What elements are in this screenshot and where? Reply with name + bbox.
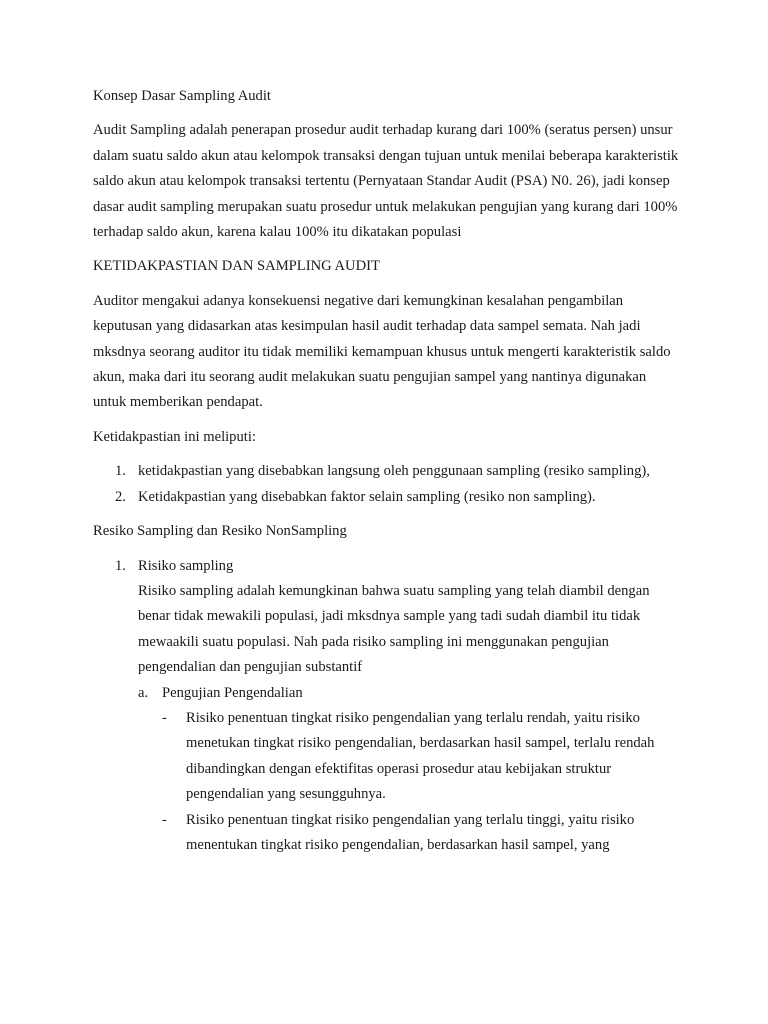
uncertainty-intro: Ketidakpastian ini meliputi: xyxy=(93,428,256,445)
list-item xyxy=(93,485,683,510)
dash-item-text: Risiko penentuan tingkat risiko pengendalian yang terlalu rendah, yaitu risiko menetukan tingkat risiko pengendalian, berdasarkan hasil sampel, terlalu rendah dibandingkan dengan efektifitas operasi prosedur atau kebijakan struktur pengendalian yang sesungguhnya. xyxy=(186,709,655,803)
list-item xyxy=(93,554,683,859)
document-page xyxy=(93,84,683,867)
risk-title: Risiko sampling xyxy=(138,557,234,574)
list-item-number: 1. xyxy=(115,463,126,480)
dash-item-text: Risiko penentuan tingkat risiko pengendalian yang terlalu tinggi, yaitu risiko menentukan tingkat risiko pengendalian, berdasarkan hasil sampel, yang xyxy=(186,811,635,853)
risk-body: Risiko sampling adalah kemungkinan bahwa suatu sampling yang telah diambil dengan benar tidak mewakili populasi, jadi mksdnya sample yang tadi sudah diambil itu tidak mewaakili suatu populasi. Nah pada risiko sampling ini menggunakan pengujian pengendalian dan pengujian substantif xyxy=(138,582,650,676)
list-item-number: 1. xyxy=(115,557,126,574)
risk-sublist xyxy=(138,681,683,859)
sublist-item-title: Pengujian Pengendalian xyxy=(162,684,303,701)
dash-item xyxy=(162,808,683,859)
document-title: Konsep Dasar Sampling Audit xyxy=(93,88,271,104)
intro-paragraph: Audit Sampling adalah penerapan prosedur audit terhadap kurang dari 100% (seratus persen) unsur dalam suatu saldo akun atau kelompok transaksi dengan tujuan untuk menilai beberapa karakteristik saldo akun atau kelompok transaksi tertentu (Pernyataan Standar Audit (PSA) N0. 26), jadi konsep dasar audit sampling merupakan suatu prosedur untuk melakukan pengujian yang kurang dari 100% terhadap saldo akun, karena kalau 100% itu dikatakan populasi xyxy=(93,122,679,241)
list-item-text: Ketidakpastian yang disebabkan faktor selain sampling (resiko non sampling). xyxy=(138,488,596,505)
list-item-text: ketidakpastian yang disebabkan langsung oleh penggunaan sampling (resiko sampling), xyxy=(138,463,650,480)
section-heading-uncertainty: KETIDAKPASTIAN DAN SAMPLING AUDIT xyxy=(93,258,380,275)
section-heading-risk: Resiko Sampling dan Resiko NonSampling xyxy=(93,523,347,540)
sublist-item-letter: a. xyxy=(138,684,149,701)
list-item xyxy=(93,459,683,484)
sublist-item xyxy=(138,681,683,859)
list-item-number: 2. xyxy=(115,488,126,505)
uncertainty-list xyxy=(93,459,683,510)
dash-list xyxy=(162,706,683,858)
dash-item xyxy=(162,706,683,808)
risk-list xyxy=(93,554,683,859)
uncertainty-paragraph: Auditor mengakui adanya konsekuensi negative dari kemungkinan kesalahan pengambilan keputusan yang didasarkan atas kesimpulan hasil audit terhadap data sampel semata. Nah jadi mksdnya seorang auditor itu tidak memiliki kemampuan khusus untuk mengerti karakteristik saldo akun, maka dari itu seorang audit melakukan suatu pengujian sampel yang nantinya digunakan untuk memberikan pendapat. xyxy=(93,292,671,411)
dash-marker: - xyxy=(162,709,167,726)
dash-marker: - xyxy=(162,811,167,828)
